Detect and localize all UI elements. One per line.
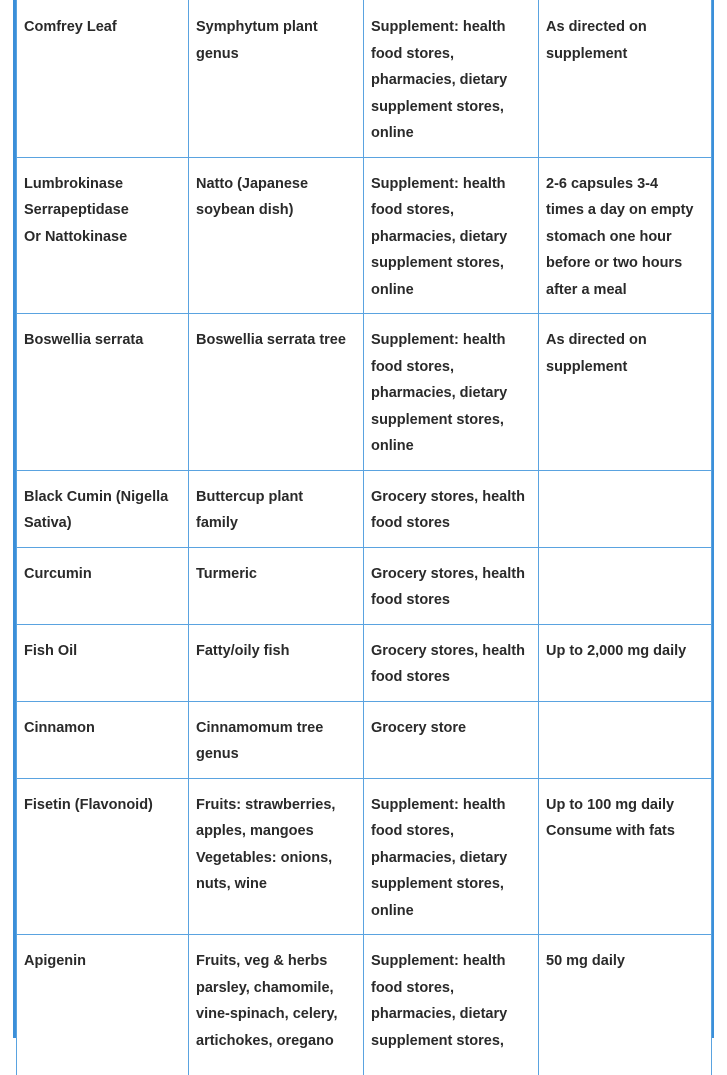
table-row xyxy=(17,547,712,624)
table-cell: Cinnamomum tree genus xyxy=(189,701,364,778)
table-cell: Fisetin (Flavonoid) xyxy=(17,778,189,935)
table-cell: Supplement: health food stores, pharmacies, dietary supplement stores, online xyxy=(364,778,539,935)
table-cell: 50 mg daily xyxy=(539,935,712,1075)
table-cell: Buttercup plant family xyxy=(189,470,364,547)
table-cell: Grocery store xyxy=(364,701,539,778)
table-cell: Turmeric xyxy=(189,547,364,624)
table-cell xyxy=(539,470,712,547)
table-row xyxy=(17,470,712,547)
table-cell xyxy=(539,701,712,778)
table-cell: Lumbrokinase Serrapeptidase Or Nattokinase xyxy=(17,157,189,314)
table-cell: Fruits, veg & herbs parsley, chamomile, vine-spinach, celery, artichokes, oregano xyxy=(189,935,364,1075)
table-cell: Fatty/oily fish xyxy=(189,624,364,701)
table-cell: Cinnamon xyxy=(17,701,189,778)
table-cell: Supplement: health food stores, pharmacies, dietary supplement stores, xyxy=(364,935,539,1075)
table-cell: As directed on supplement xyxy=(539,314,712,471)
table-row xyxy=(17,624,712,701)
table-cell: Boswellia serrata tree xyxy=(189,314,364,471)
table-cell: Fruits: strawberries, apples, mangoes Vegetables: onions, nuts, wine xyxy=(189,778,364,935)
table-cell: Supplement: health food stores, pharmacies, dietary supplement stores, online xyxy=(364,314,539,471)
table-cell: Apigenin xyxy=(17,935,189,1075)
table-cell: Up to 2,000 mg daily xyxy=(539,624,712,701)
table-cell: Supplement: health food stores, pharmacies, dietary supplement stores, online xyxy=(364,0,539,157)
table-cell: Boswellia serrata xyxy=(17,314,189,471)
table-row xyxy=(17,778,712,935)
table-cell: Black Cumin (Nigella Sativa) xyxy=(17,470,189,547)
table-cell: Symphytum plant genus xyxy=(189,0,364,157)
table-cell: Natto (Japanese soybean dish) xyxy=(189,157,364,314)
table-cell: Up to 100 mg daily Consume with fats xyxy=(539,778,712,935)
table-row xyxy=(17,935,712,1075)
table-cell: Grocery stores, health food stores xyxy=(364,547,539,624)
table-cell xyxy=(539,547,712,624)
table-cell: Grocery stores, health food stores xyxy=(364,470,539,547)
table-row xyxy=(17,701,712,778)
table-cell: Curcumin xyxy=(17,547,189,624)
table-row xyxy=(17,157,712,314)
table-cell: Supplement: health food stores, pharmacies, dietary supplement stores, online xyxy=(364,157,539,314)
table-cell: As directed on supplement xyxy=(539,0,712,157)
table-cell: Fish Oil xyxy=(17,624,189,701)
table-row xyxy=(17,314,712,471)
supplement-table xyxy=(16,0,712,1075)
table-cell: Comfrey Leaf xyxy=(17,0,189,157)
table-cell: 2-6 capsules 3-4 times a day on empty stomach one hour before or two hours after a meal xyxy=(539,157,712,314)
table-row xyxy=(17,0,712,157)
table-cell: Grocery stores, health food stores xyxy=(364,624,539,701)
